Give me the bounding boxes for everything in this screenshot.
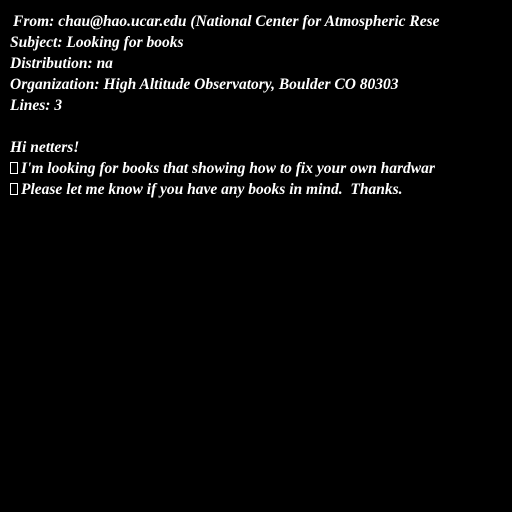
header-lines: Lines: 3 xyxy=(10,97,63,114)
body-greeting: Hi netters! xyxy=(10,139,80,156)
header-from: From: chau@hao.ucar.edu (National Center for Atmospheric Rese xyxy=(13,13,440,30)
body-line-2-text: Please let me know if you have any books in mind. Thanks. xyxy=(21,181,403,198)
header-distribution: Distribution: na xyxy=(10,55,113,72)
missing-glyph-icon xyxy=(10,162,18,174)
message-text xyxy=(10,11,512,200)
missing-glyph-icon xyxy=(10,183,18,195)
header-subject: Subject: Looking for books xyxy=(10,34,184,51)
body-line-1-text: I'm looking for books that showing how to fix your own hardwar xyxy=(21,160,435,177)
body-line-1 xyxy=(10,158,512,179)
blank-line xyxy=(10,116,512,137)
body-line-2 xyxy=(10,179,512,200)
header-organization: Organization: High Altitude Observatory, Boulder CO 80303 xyxy=(10,76,399,93)
